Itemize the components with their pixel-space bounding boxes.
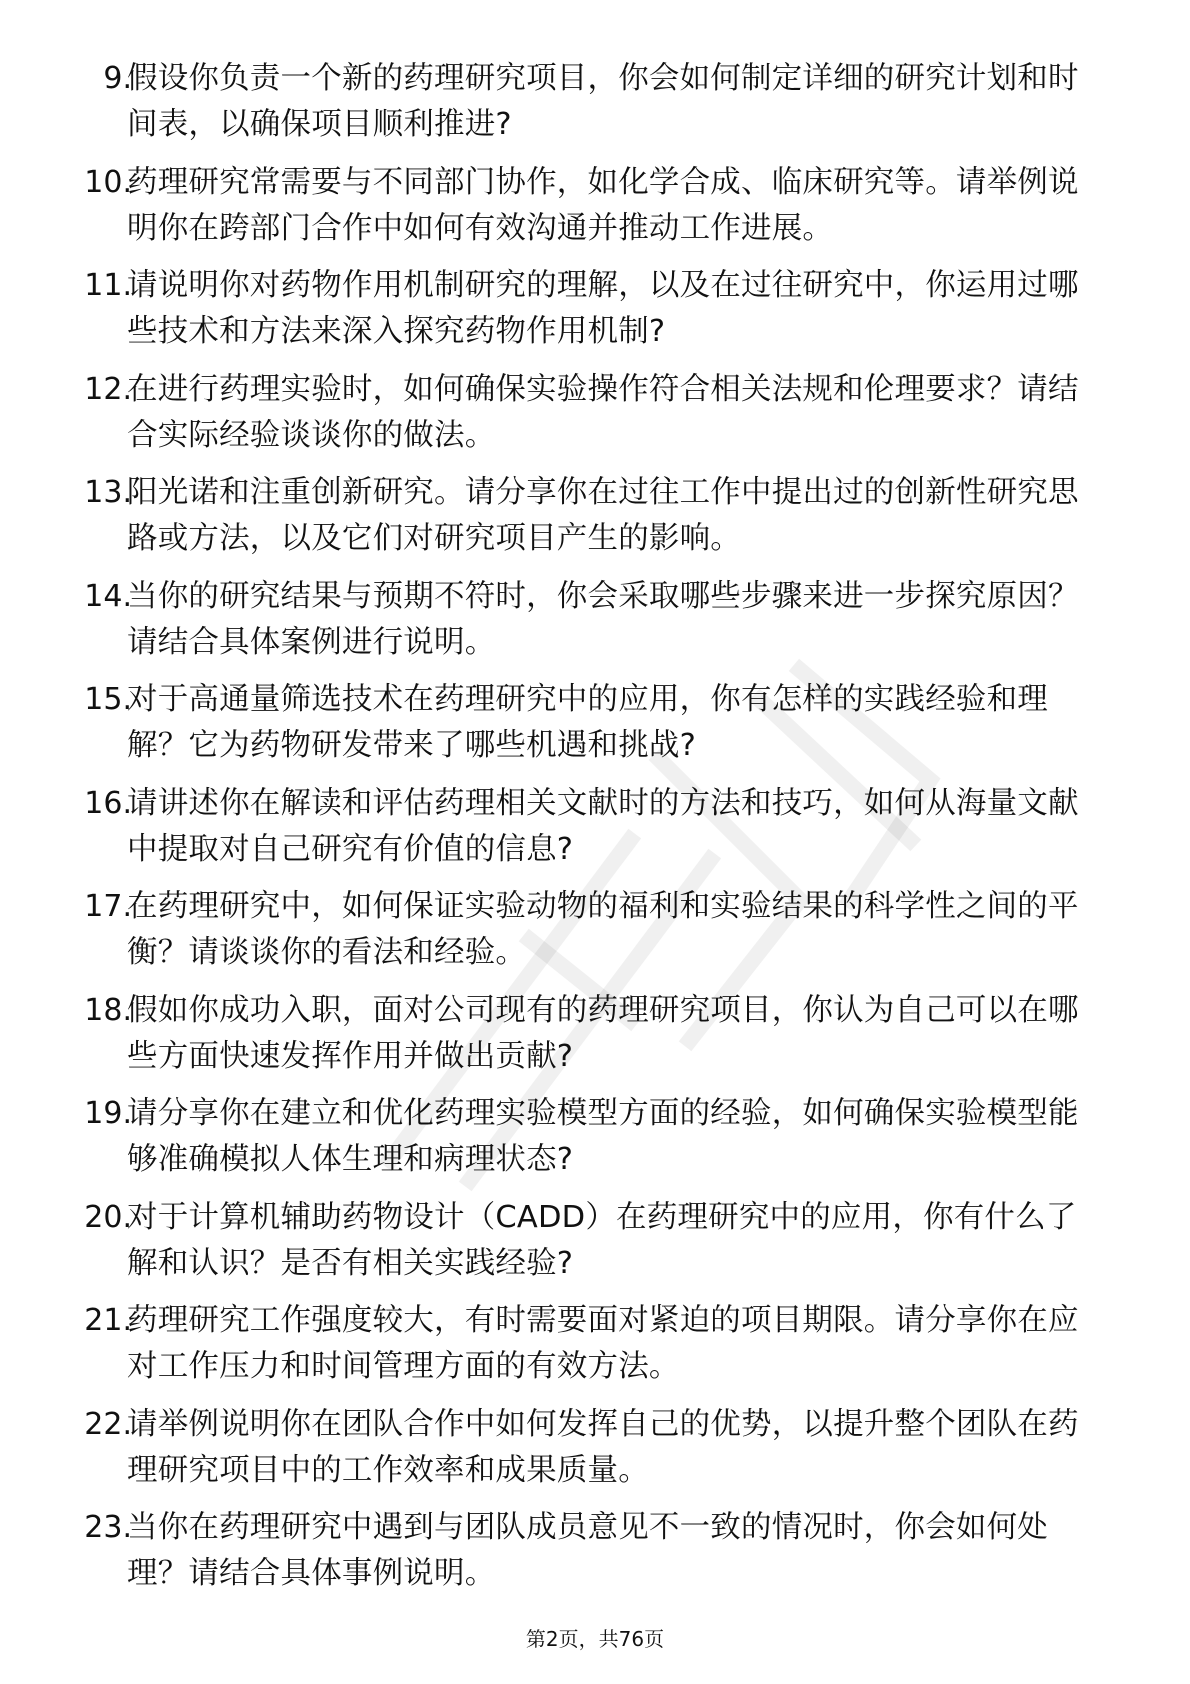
question-item <box>0 464 1190 568</box>
question-number: 11. <box>84 268 132 303</box>
question-item <box>0 361 1190 465</box>
question-item <box>0 50 1190 154</box>
question-item <box>0 154 1190 258</box>
question-text: 请举例说明你在团队合作中如何发挥自己的优势，以提升整个团队在药理研究项目中的工作效率和成果质量。 <box>127 1406 1079 1488</box>
question-item <box>0 257 1190 361</box>
question-number: 14. <box>84 578 132 614</box>
question-number: 23. <box>84 1510 132 1545</box>
question-number: 16. <box>84 785 132 821</box>
question-number: 19. <box>84 1096 132 1131</box>
question-number: 21. <box>84 1303 132 1338</box>
question-item <box>0 775 1190 879</box>
question-text: 在药理研究中，如何保证实验动物的福利和实验结果的科学性之间的平衡？请谈谈你的看法和经验。 <box>127 889 1079 970</box>
question-number: 9. <box>103 61 132 96</box>
question-text: 对于高通量筛选技术在药理研究中的应用，你有怎样的实践经验和理解？它为药物研发带来了哪些机遇和挑战? <box>127 682 1048 763</box>
question-number: 20. <box>84 1199 132 1235</box>
question-text: 在进行药理实验时，如何确保实验操作符合相关法规和伦理要求？请结合实际经验谈谈你的做法。 <box>127 371 1079 453</box>
question-item <box>0 1085 1190 1189</box>
question-text: 请分享你在建立和优化药理实验模型方面的经验，如何确保实验模型能够准确模拟人体生理和病理状态? <box>127 1096 1079 1177</box>
question-number: 17. <box>84 889 132 924</box>
question-text: 药理研究常需要与不同部门协作，如化学合成、临床研究等。请举例说明你在跨部门合作中如何有效沟通并推动工作进展。 <box>127 164 1079 246</box>
question-text: 药理研究工作强度较大，有时需要面对紧迫的项目期限。请分享你在应对工作压力和时间管理方面的有效方法。 <box>127 1303 1079 1384</box>
question-item <box>0 878 1190 982</box>
question-item <box>0 1189 1190 1293</box>
question-number: 12. <box>84 371 132 407</box>
question-text: 对于计算机辅助药物设计（CADD）在药理研究中的应用，你有什么了解和认识？是否有相关实践经验? <box>127 1199 1077 1281</box>
question-text: 请讲述你在解读和评估药理相关文献时的方法和技巧，如何从海量文献中提取对自己研究有价值的信息? <box>127 785 1079 867</box>
question-number: 10. <box>84 164 132 200</box>
question-item <box>0 568 1190 672</box>
question-text: 假如你成功入职，面对公司现有的药理研究项目，你认为自己可以在哪些方面快速发挥作用并做出贡献? <box>127 992 1079 1074</box>
question-number: 15. <box>84 682 132 717</box>
question-text: 假设你负责一个新的药理研究项目，你会如何制定详细的研究计划和时间表，以确保项目顺利推进? <box>127 61 1079 142</box>
question-text: 请说明你对药物作用机制研究的理解，以及在过往研究中，你运用过哪些技术和方法来深入探究药物作用机制? <box>127 268 1079 349</box>
page-footer: 第2页，共76页 <box>525 1627 665 1651</box>
question-item <box>0 671 1190 775</box>
question-text: 当你的研究结果与预期不符时，你会采取哪些步骤来进一步探究原因？请结合具体案例进行说明。 <box>127 578 1079 660</box>
question-list <box>0 50 1190 1603</box>
question-item <box>0 982 1190 1086</box>
question-item <box>0 1499 1190 1603</box>
question-text: 当你在药理研究中遇到与团队成员意见不一致的情况时，你会如何处理？请结合具体事例说明。 <box>127 1510 1048 1591</box>
question-item <box>0 1292 1190 1396</box>
question-number: 13. <box>84 475 132 510</box>
question-item <box>0 1396 1190 1500</box>
question-text: 阳光诺和注重创新研究。请分享你在过往工作中提出过的创新性研究思路或方法，以及它们对研究项目产生的影响。 <box>127 475 1079 556</box>
question-number: 18. <box>84 992 132 1028</box>
question-number: 22. <box>84 1406 132 1442</box>
